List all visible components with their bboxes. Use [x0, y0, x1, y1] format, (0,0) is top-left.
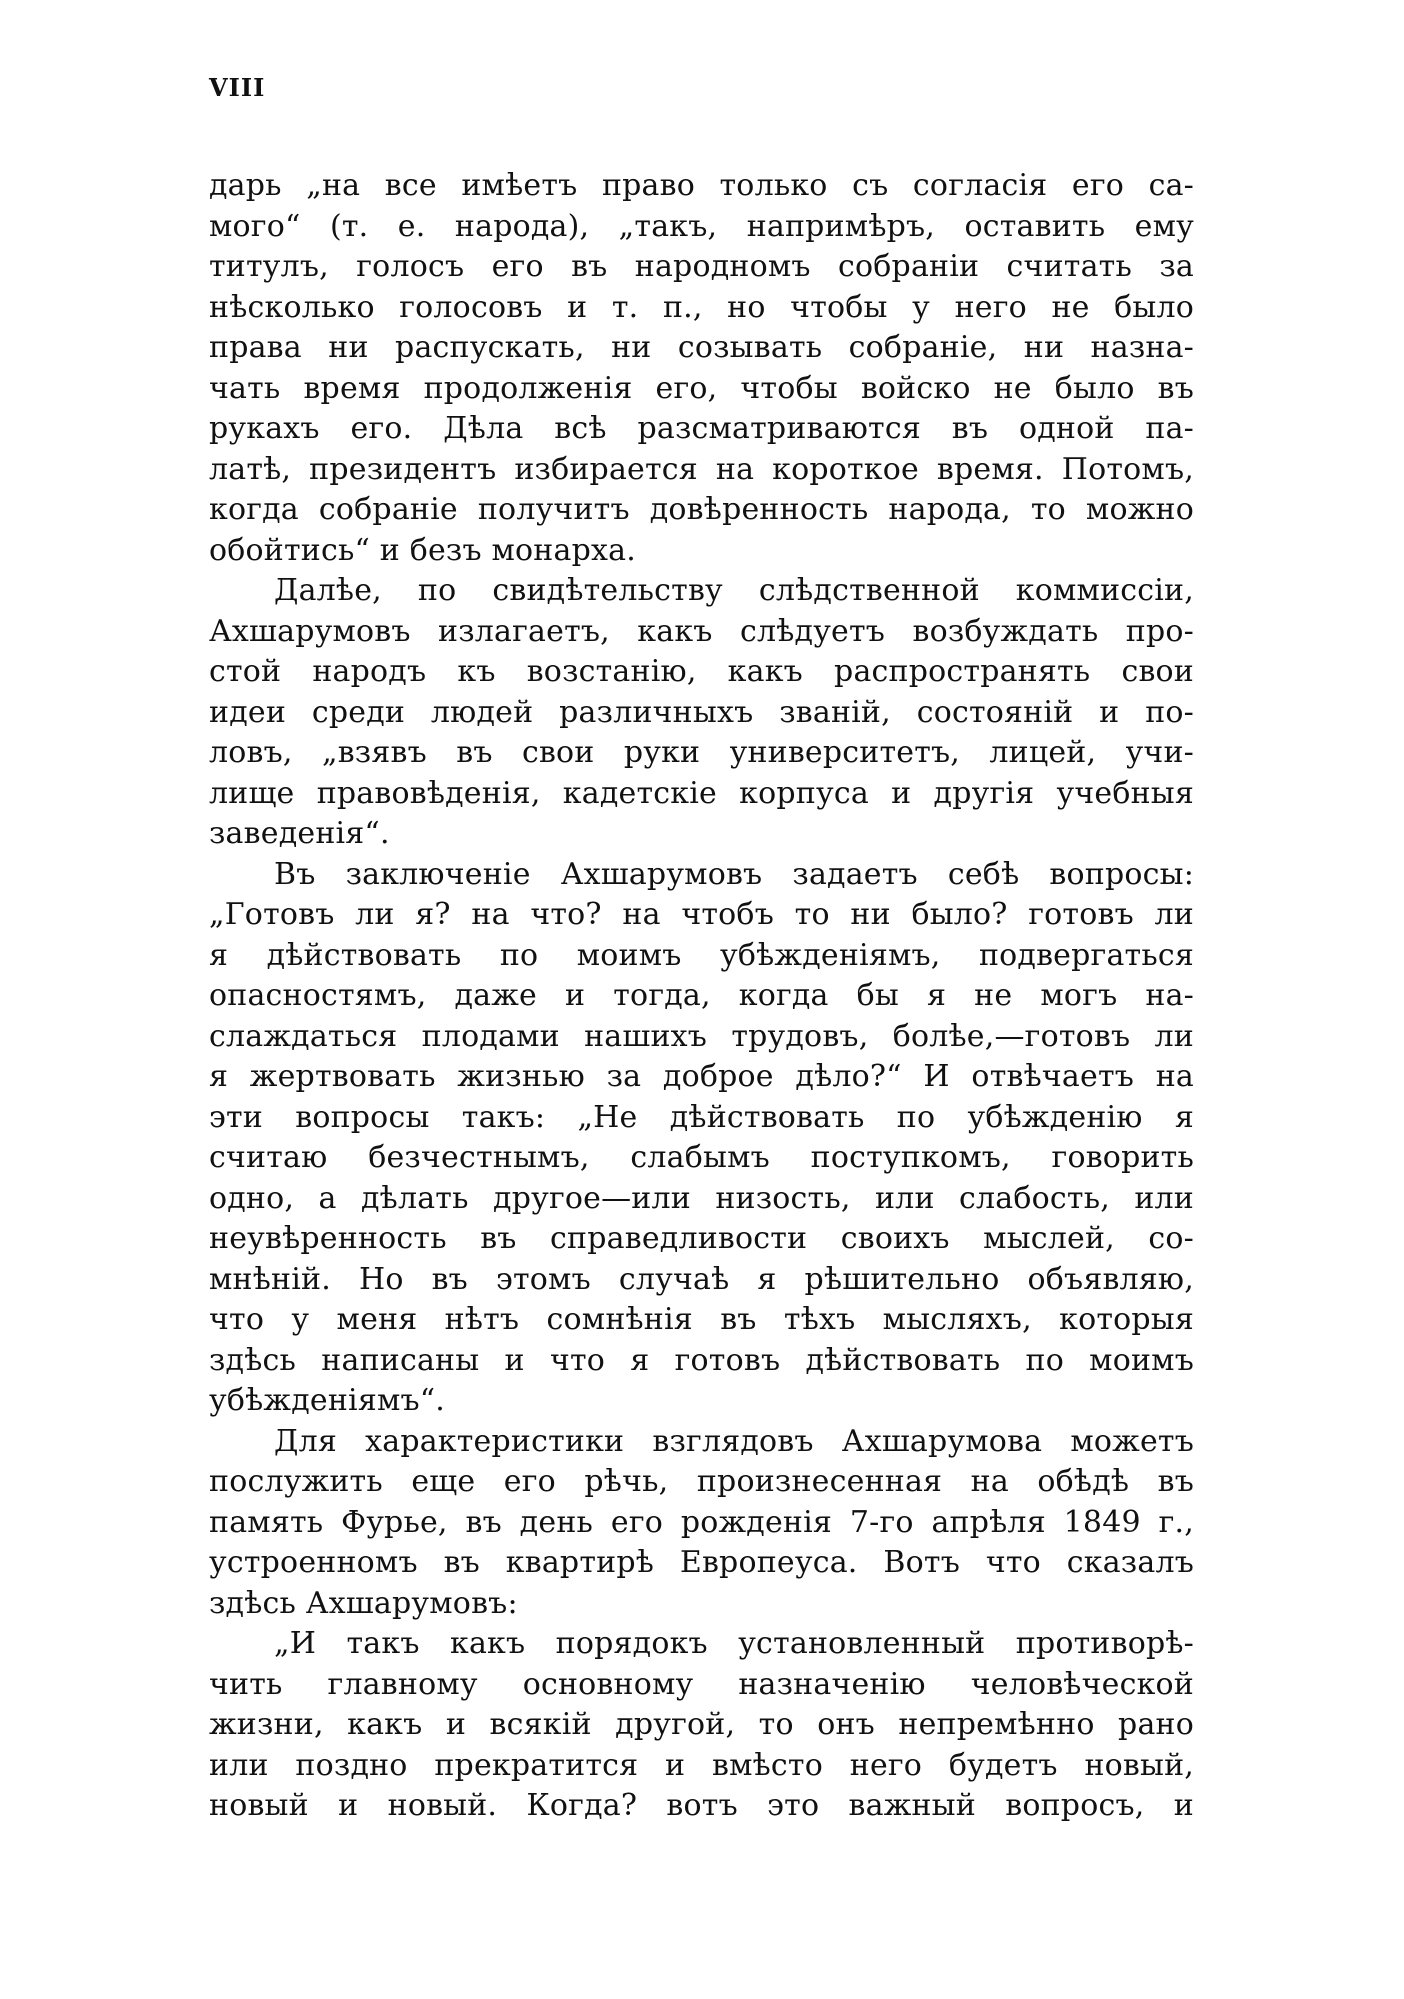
text-line: рукахъ его. Дѣла всѣ разсматриваются въ одной па-: [209, 411, 1194, 446]
text-line: когда собраніе получитъ довѣренность народа, то можно: [209, 492, 1194, 527]
text-line: „И такъ какъ порядокъ установленный противорѣ-: [274, 1626, 1194, 1661]
paragraph: [209, 1624, 1194, 1827]
text-line: считаю безчестнымъ, слабымъ поступкомъ, говорить: [209, 1140, 1194, 1175]
text-line: стой народъ къ возстанію, какъ распространять свои: [209, 654, 1194, 689]
text-line: мого“ (т. е. народа), „такъ, напримѣръ, оставить ему: [209, 208, 1194, 244]
text-line: я жертвовать жизнью за доброе дѣло?“ И отвѣчаетъ на: [209, 1059, 1194, 1094]
text-line: чать время продолженія его, чтобы войско не было въ: [209, 370, 1194, 406]
text-line: неувѣренность въ справедливости своихъ мыслей, со-: [209, 1221, 1194, 1256]
paragraph: [209, 855, 1194, 1422]
text-line: идеи среди людей различныхъ званій, состояній и по-: [209, 694, 1194, 730]
text-line: новый и новый. Когда? вотъ это важный вопросъ, и: [209, 1788, 1194, 1823]
paragraph: [209, 1422, 1194, 1625]
text-line: или поздно прекратится и вмѣсто него будетъ новый,: [209, 1747, 1194, 1783]
paragraph: [209, 166, 1194, 571]
text-line: ловъ, „взявъ въ свои руки университетъ, лицей, учи-: [209, 735, 1194, 770]
text-line: опасностямъ, даже и тогда, когда бы я не могъ на-: [209, 978, 1194, 1013]
text-line: чить главному основному назначенію человѣческой: [209, 1666, 1194, 1702]
text-line: права ни распускать, ни созывать собраніе, ни назна-: [209, 330, 1194, 365]
text-line: Ахшарумовъ излагаетъ, какъ слѣдуетъ возбуждать про-: [209, 613, 1194, 649]
text-line: титулъ, голосъ его въ народномъ собраніи считать за: [209, 249, 1194, 284]
text-line: устроенномъ въ квартирѣ Европеуса. Вотъ что сказалъ: [209, 1545, 1194, 1580]
text-line: мнѣній. Но въ этомъ случаѣ я рѣшительно объявляю,: [209, 1261, 1194, 1297]
text-line: дарь „на все имѣетъ право только съ согласія его са-: [209, 168, 1194, 203]
text-line: Далѣе, по свидѣтельству слѣдственной коммиссіи,: [274, 573, 1194, 608]
text-line: лище правовѣденія, кадетскіе корпуса и другія учебныя: [209, 775, 1194, 811]
paragraph: [209, 571, 1194, 855]
text-line: слаждаться плодами нашихъ трудовъ, болѣе,—готовъ ли: [209, 1018, 1194, 1054]
text-line: нѣсколько голосовъ и т. п., но чтобы у него не было: [209, 289, 1194, 325]
text-line: здѣсь Ахшарумовъ:: [209, 1585, 518, 1621]
text-line: жизни, какъ и всякій другой, то онъ непремѣнно рано: [209, 1707, 1194, 1742]
page-number: VIII: [209, 73, 266, 102]
text-line: послужить еще его рѣчь, произнесенная на обѣдѣ въ: [209, 1464, 1194, 1499]
text-line: одно, а дѣлать другое—или низость, или слабость, или: [209, 1180, 1194, 1216]
text-line: латѣ, президентъ избирается на короткое время. Потомъ,: [209, 451, 1194, 487]
text-line: Въ заключеніе Ахшарумовъ задаетъ себѣ вопросы:: [274, 856, 1194, 892]
text-line: эти вопросы такъ: „Не дѣйствовать по убѣжденію я: [209, 1099, 1194, 1135]
text-line: обойтись“ и безъ монарха.: [209, 532, 636, 568]
text-line: память Фурье, въ день его рожденія 7-го апрѣля 1849 г.,: [209, 1504, 1194, 1540]
text-line: заведенія“.: [209, 816, 390, 851]
text-line: здѣсь написаны и что я готовъ дѣйствовать по моимъ: [209, 1342, 1194, 1378]
text-line: что у меня нѣтъ сомнѣнія въ тѣхъ мысляхъ, которыя: [209, 1302, 1194, 1337]
text-line: я дѣйствовать по моимъ убѣжденіямъ, подвергаться: [209, 937, 1194, 973]
text-line: убѣжденіямъ“.: [209, 1383, 446, 1418]
body-text: [209, 166, 1194, 1827]
text-line: „Готовъ ли я? на что? на чтобъ то ни было? готовъ ли: [209, 897, 1194, 932]
text-line: Для характеристики взглядовъ Ахшарумова можетъ: [274, 1423, 1194, 1459]
